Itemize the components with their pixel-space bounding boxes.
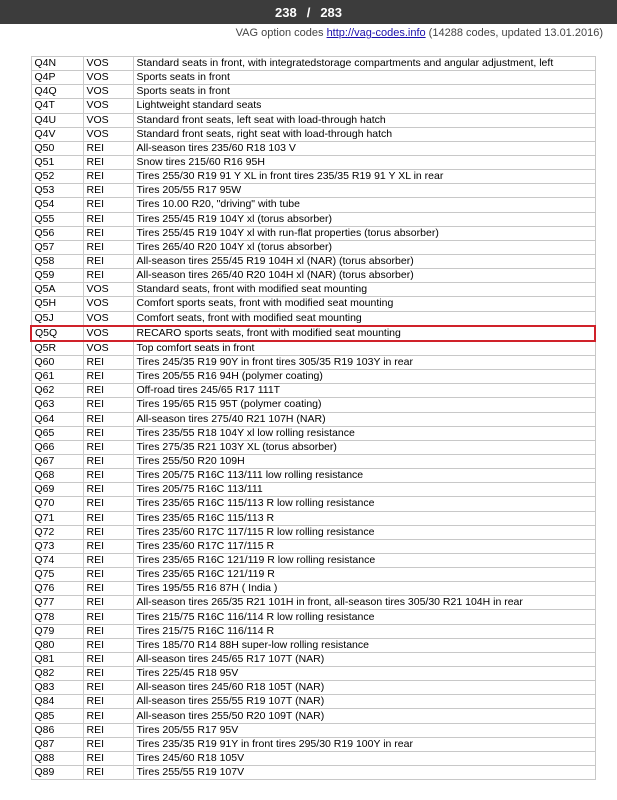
group-code-cell: REI [83, 525, 133, 539]
group-code-cell: REI [83, 553, 133, 567]
description-cell: Tires 255/50 R20 109H [133, 454, 595, 468]
table-row [31, 170, 595, 184]
option-code-cell: Q88 [31, 751, 83, 765]
group-code-cell: REI [83, 596, 133, 610]
description-cell: Tires 205/55 R17 95V [133, 723, 595, 737]
table-row [31, 384, 595, 398]
description-cell: Tires 235/65 R16C 115/113 R low rolling resistance [133, 497, 595, 511]
option-code-cell: Q5J [31, 311, 83, 326]
description-cell: Tires 205/75 R16C 113/111 [133, 483, 595, 497]
table-row [31, 766, 595, 780]
description-cell: Off-road tires 245/65 R17 111T [133, 384, 595, 398]
group-code-cell: REI [83, 582, 133, 596]
table-row [31, 497, 595, 511]
option-code-cell: Q55 [31, 212, 83, 226]
group-code-cell: REI [83, 240, 133, 254]
option-code-cell: Q4V [31, 127, 83, 141]
description-cell: Tires 185/70 R14 88H super-low rolling resistance [133, 638, 595, 652]
group-code-cell: REI [83, 440, 133, 454]
group-code-cell: REI [83, 681, 133, 695]
description-cell: Standard front seats, left seat with load-through hatch [133, 113, 595, 127]
description-cell: All-season tires 255/45 R19 104H xl (NAR) (torus absorber) [133, 254, 595, 268]
table-row [31, 596, 595, 610]
option-code-cell: Q5H [31, 297, 83, 311]
description-cell: Tires 195/65 R15 95T (polymer coating) [133, 398, 595, 412]
description-cell: All-season tires 255/50 R20 109T (NAR) [133, 709, 595, 723]
page-header [236, 27, 603, 39]
group-code-cell: REI [83, 454, 133, 468]
description-cell: Tires 235/60 R17C 117/115 R low rolling resistance [133, 525, 595, 539]
group-code-cell: REI [83, 568, 133, 582]
description-cell: Sports seats in front [133, 71, 595, 85]
table-row [31, 99, 595, 113]
group-code-cell: REI [83, 511, 133, 525]
table-row [31, 667, 595, 681]
option-code-cell: Q61 [31, 370, 83, 384]
description-cell: Tires 245/60 R18 105V [133, 751, 595, 765]
group-code-cell: REI [83, 667, 133, 681]
table-row [31, 311, 595, 326]
option-code-cell: Q67 [31, 454, 83, 468]
description-cell: Tires 245/35 R19 90Y in front tires 305/35 R19 103Y in rear [133, 355, 595, 369]
option-code-cell: Q80 [31, 638, 83, 652]
table-row [31, 184, 595, 198]
table-row [31, 610, 595, 624]
option-code-cell: Q60 [31, 355, 83, 369]
table-row [31, 212, 595, 226]
description-cell: RECARO sports seats, front with modified seat mounting [133, 326, 595, 341]
table-row [31, 469, 595, 483]
group-code-cell: REI [83, 638, 133, 652]
description-cell: Tires 205/55 R17 95W [133, 184, 595, 198]
group-code-cell: REI [83, 254, 133, 268]
option-code-cell: Q54 [31, 198, 83, 212]
description-cell: All-season tires 245/65 R17 107T (NAR) [133, 652, 595, 666]
description-cell: Snow tires 215/60 R16 95H [133, 155, 595, 169]
table-row [31, 553, 595, 567]
description-cell: Standard seats, front with modified seat mounting [133, 283, 595, 297]
option-code-cell: Q75 [31, 568, 83, 582]
description-cell: Tires 215/75 R16C 116/114 R low rolling resistance [133, 610, 595, 624]
group-code-cell: REI [83, 141, 133, 155]
description-cell: All-season tires 255/55 R19 107T (NAR) [133, 695, 595, 709]
description-cell: Tires 255/45 R19 104Y xl (torus absorber) [133, 212, 595, 226]
group-code-cell: REI [83, 426, 133, 440]
description-cell: Tires 195/55 R16 87H ( India ) [133, 582, 595, 596]
group-code-cell: REI [83, 610, 133, 624]
option-code-cell: Q71 [31, 511, 83, 525]
option-code-cell: Q63 [31, 398, 83, 412]
option-code-cell: Q69 [31, 483, 83, 497]
description-cell: Tires 255/55 R19 107V [133, 766, 595, 780]
highlighted-table-row [31, 326, 595, 341]
table-row [31, 737, 595, 751]
option-code-cell: Q68 [31, 469, 83, 483]
option-code-cell: Q5A [31, 283, 83, 297]
group-code-cell: REI [83, 737, 133, 751]
option-code-cell: Q4Q [31, 85, 83, 99]
group-code-cell: REI [83, 269, 133, 283]
option-code-cell: Q53 [31, 184, 83, 198]
group-code-cell: VOS [83, 71, 133, 85]
group-code-cell: VOS [83, 341, 133, 356]
description-cell: Tires 265/40 R20 104Y xl (torus absorber) [133, 240, 595, 254]
header-prefix: VAG option codes [235, 27, 327, 39]
group-code-cell: REI [83, 751, 133, 765]
description-cell: Tires 10.00 R20, "driving" with tube [133, 198, 595, 212]
table-row [31, 85, 595, 99]
option-code-cell: Q72 [31, 525, 83, 539]
option-code-cell: Q4U [31, 113, 83, 127]
option-code-cell: Q57 [31, 240, 83, 254]
option-code-cell: Q50 [31, 141, 83, 155]
option-code-cell: Q79 [31, 624, 83, 638]
description-cell: Tires 235/65 R16C 115/113 R [133, 511, 595, 525]
group-code-cell: VOS [83, 326, 133, 341]
group-code-cell: REI [83, 170, 133, 184]
group-code-cell: VOS [83, 127, 133, 141]
description-cell: Sports seats in front [133, 85, 595, 99]
table-row [31, 226, 595, 240]
group-code-cell: REI [83, 497, 133, 511]
table-row [31, 681, 595, 695]
description-cell: Comfort sports seats, front with modified seat mounting [133, 297, 595, 311]
table-row [31, 198, 595, 212]
table-row [31, 398, 595, 412]
table-row [31, 57, 595, 71]
table-row [31, 539, 595, 553]
option-code-cell: Q83 [31, 681, 83, 695]
description-cell: Tires 235/60 R17C 117/115 R [133, 539, 595, 553]
description-cell: Tires 275/35 R21 103Y XL (torus absorber) [133, 440, 595, 454]
description-cell: Tires 205/55 R16 94H (polymer coating) [133, 370, 595, 384]
group-code-cell: REI [83, 709, 133, 723]
option-code-cell: Q5Q [31, 326, 83, 341]
group-code-cell: VOS [83, 113, 133, 127]
option-code-cell: Q76 [31, 582, 83, 596]
description-cell: Standard front seats, right seat with load-through hatch [133, 127, 595, 141]
group-code-cell: VOS [83, 57, 133, 71]
option-code-cell: Q77 [31, 596, 83, 610]
group-code-cell: VOS [83, 283, 133, 297]
option-code-cell: Q52 [31, 170, 83, 184]
table-row [31, 525, 595, 539]
group-code-cell: REI [83, 198, 133, 212]
group-code-cell: REI [83, 624, 133, 638]
description-cell: Tires 225/45 R18 95V [133, 667, 595, 681]
option-code-cell: Q78 [31, 610, 83, 624]
group-code-cell: REI [83, 483, 133, 497]
table-row [31, 269, 595, 283]
group-code-cell: REI [83, 355, 133, 369]
option-code-cell: Q74 [31, 553, 83, 567]
group-code-cell: VOS [83, 99, 133, 113]
option-codes-table [30, 56, 596, 780]
option-code-cell: Q62 [31, 384, 83, 398]
description-cell: Tires 235/55 R18 104Y xl low rolling resistance [133, 426, 595, 440]
description-cell: Standard seats in front, with integratedstorage compartments and angular adjustment, left [133, 57, 595, 71]
group-code-cell: VOS [83, 85, 133, 99]
table-row [31, 582, 595, 596]
table-row [31, 454, 595, 468]
page-separator: / [306, 4, 311, 20]
table-row [31, 751, 595, 765]
option-code-cell: Q5R [31, 341, 83, 356]
description-cell: All-season tires 245/60 R18 105T (NAR) [133, 681, 595, 695]
table-row [31, 113, 595, 127]
group-code-cell: REI [83, 184, 133, 198]
option-code-cell: Q81 [31, 652, 83, 666]
description-cell: Lightweight standard seats [133, 99, 595, 113]
description-cell: Tires 235/65 R16C 121/119 R low rolling resistance [133, 553, 595, 567]
table-row [31, 71, 595, 85]
group-code-cell: VOS [83, 311, 133, 326]
table-row [31, 624, 595, 638]
table-row [31, 355, 595, 369]
option-code-cell: Q51 [31, 155, 83, 169]
group-code-cell: REI [83, 469, 133, 483]
description-cell: Comfort seats, front with modified seat mounting [133, 311, 595, 326]
description-cell: All-season tires 235/60 R18 103 V [133, 141, 595, 155]
description-cell: Tires 255/45 R19 104Y xl with run-flat properties (torus absorber) [133, 226, 595, 240]
table-row [31, 412, 595, 426]
pdf-page-toolbar [0, 0, 617, 24]
description-cell: Tires 255/30 R19 91 Y XL in front tires 235/35 R19 91 Y XL in rear [133, 170, 595, 184]
table-row [31, 511, 595, 525]
description-cell: Tires 235/65 R16C 121/119 R [133, 568, 595, 582]
option-code-cell: Q4T [31, 99, 83, 113]
current-page-number[interactable]: 238 [274, 4, 297, 20]
option-code-cell: Q85 [31, 709, 83, 723]
table-row [31, 254, 595, 268]
group-code-cell: REI [83, 723, 133, 737]
group-code-cell: REI [83, 412, 133, 426]
table-row [31, 638, 595, 652]
group-code-cell: REI [83, 695, 133, 709]
table-row [31, 141, 595, 155]
header-suffix: (14288 codes, updated 13.01.2016) [425, 27, 603, 39]
option-code-cell: Q4P [31, 71, 83, 85]
table-row [31, 297, 595, 311]
description-cell: Tires 205/75 R16C 113/111 low rolling resistance [133, 469, 595, 483]
option-code-cell: Q84 [31, 695, 83, 709]
option-code-cell: Q87 [31, 737, 83, 751]
table-row [31, 283, 595, 297]
group-code-cell: REI [83, 370, 133, 384]
group-code-cell: REI [83, 226, 133, 240]
source-link[interactable]: http://vag-codes.info [326, 27, 426, 39]
option-code-cell: Q58 [31, 254, 83, 268]
description-cell: All-season tires 265/40 R20 104H xl (NAR) (torus absorber) [133, 269, 595, 283]
group-code-cell: REI [83, 539, 133, 553]
group-code-cell: VOS [83, 297, 133, 311]
total-pages: 283 [320, 4, 343, 20]
table-row [31, 440, 595, 454]
table-row [31, 723, 595, 737]
table-row [31, 652, 595, 666]
description-cell: Tires 215/75 R16C 116/114 R [133, 624, 595, 638]
table-row [31, 483, 595, 497]
table-row [31, 695, 595, 709]
option-code-cell: Q86 [31, 723, 83, 737]
option-code-cell: Q65 [31, 426, 83, 440]
option-code-cell: Q59 [31, 269, 83, 283]
group-code-cell: REI [83, 398, 133, 412]
table-row [31, 341, 595, 356]
option-code-cell: Q66 [31, 440, 83, 454]
table-row [31, 240, 595, 254]
option-code-cell: Q73 [31, 539, 83, 553]
option-code-cell: Q56 [31, 226, 83, 240]
group-code-cell: REI [83, 766, 133, 780]
group-code-cell: REI [83, 652, 133, 666]
table-row [31, 370, 595, 384]
table-row [31, 155, 595, 169]
description-cell: Tires 235/35 R19 91Y in front tires 295/30 R19 100Y in rear [133, 737, 595, 751]
option-code-cell: Q64 [31, 412, 83, 426]
group-code-cell: REI [83, 384, 133, 398]
option-code-cell: Q89 [31, 766, 83, 780]
option-code-cell: Q4N [31, 57, 83, 71]
table-row [31, 568, 595, 582]
description-cell: Top comfort seats in front [133, 341, 595, 356]
group-code-cell: REI [83, 155, 133, 169]
description-cell: All-season tires 275/40 R21 107H (NAR) [133, 412, 595, 426]
table-row [31, 709, 595, 723]
description-cell: All-season tires 265/35 R21 101H in front, all-season tires 305/30 R21 104H in rear [133, 596, 595, 610]
group-code-cell: REI [83, 212, 133, 226]
table-row [31, 426, 595, 440]
table-row [31, 127, 595, 141]
option-code-cell: Q70 [31, 497, 83, 511]
option-code-cell: Q82 [31, 667, 83, 681]
